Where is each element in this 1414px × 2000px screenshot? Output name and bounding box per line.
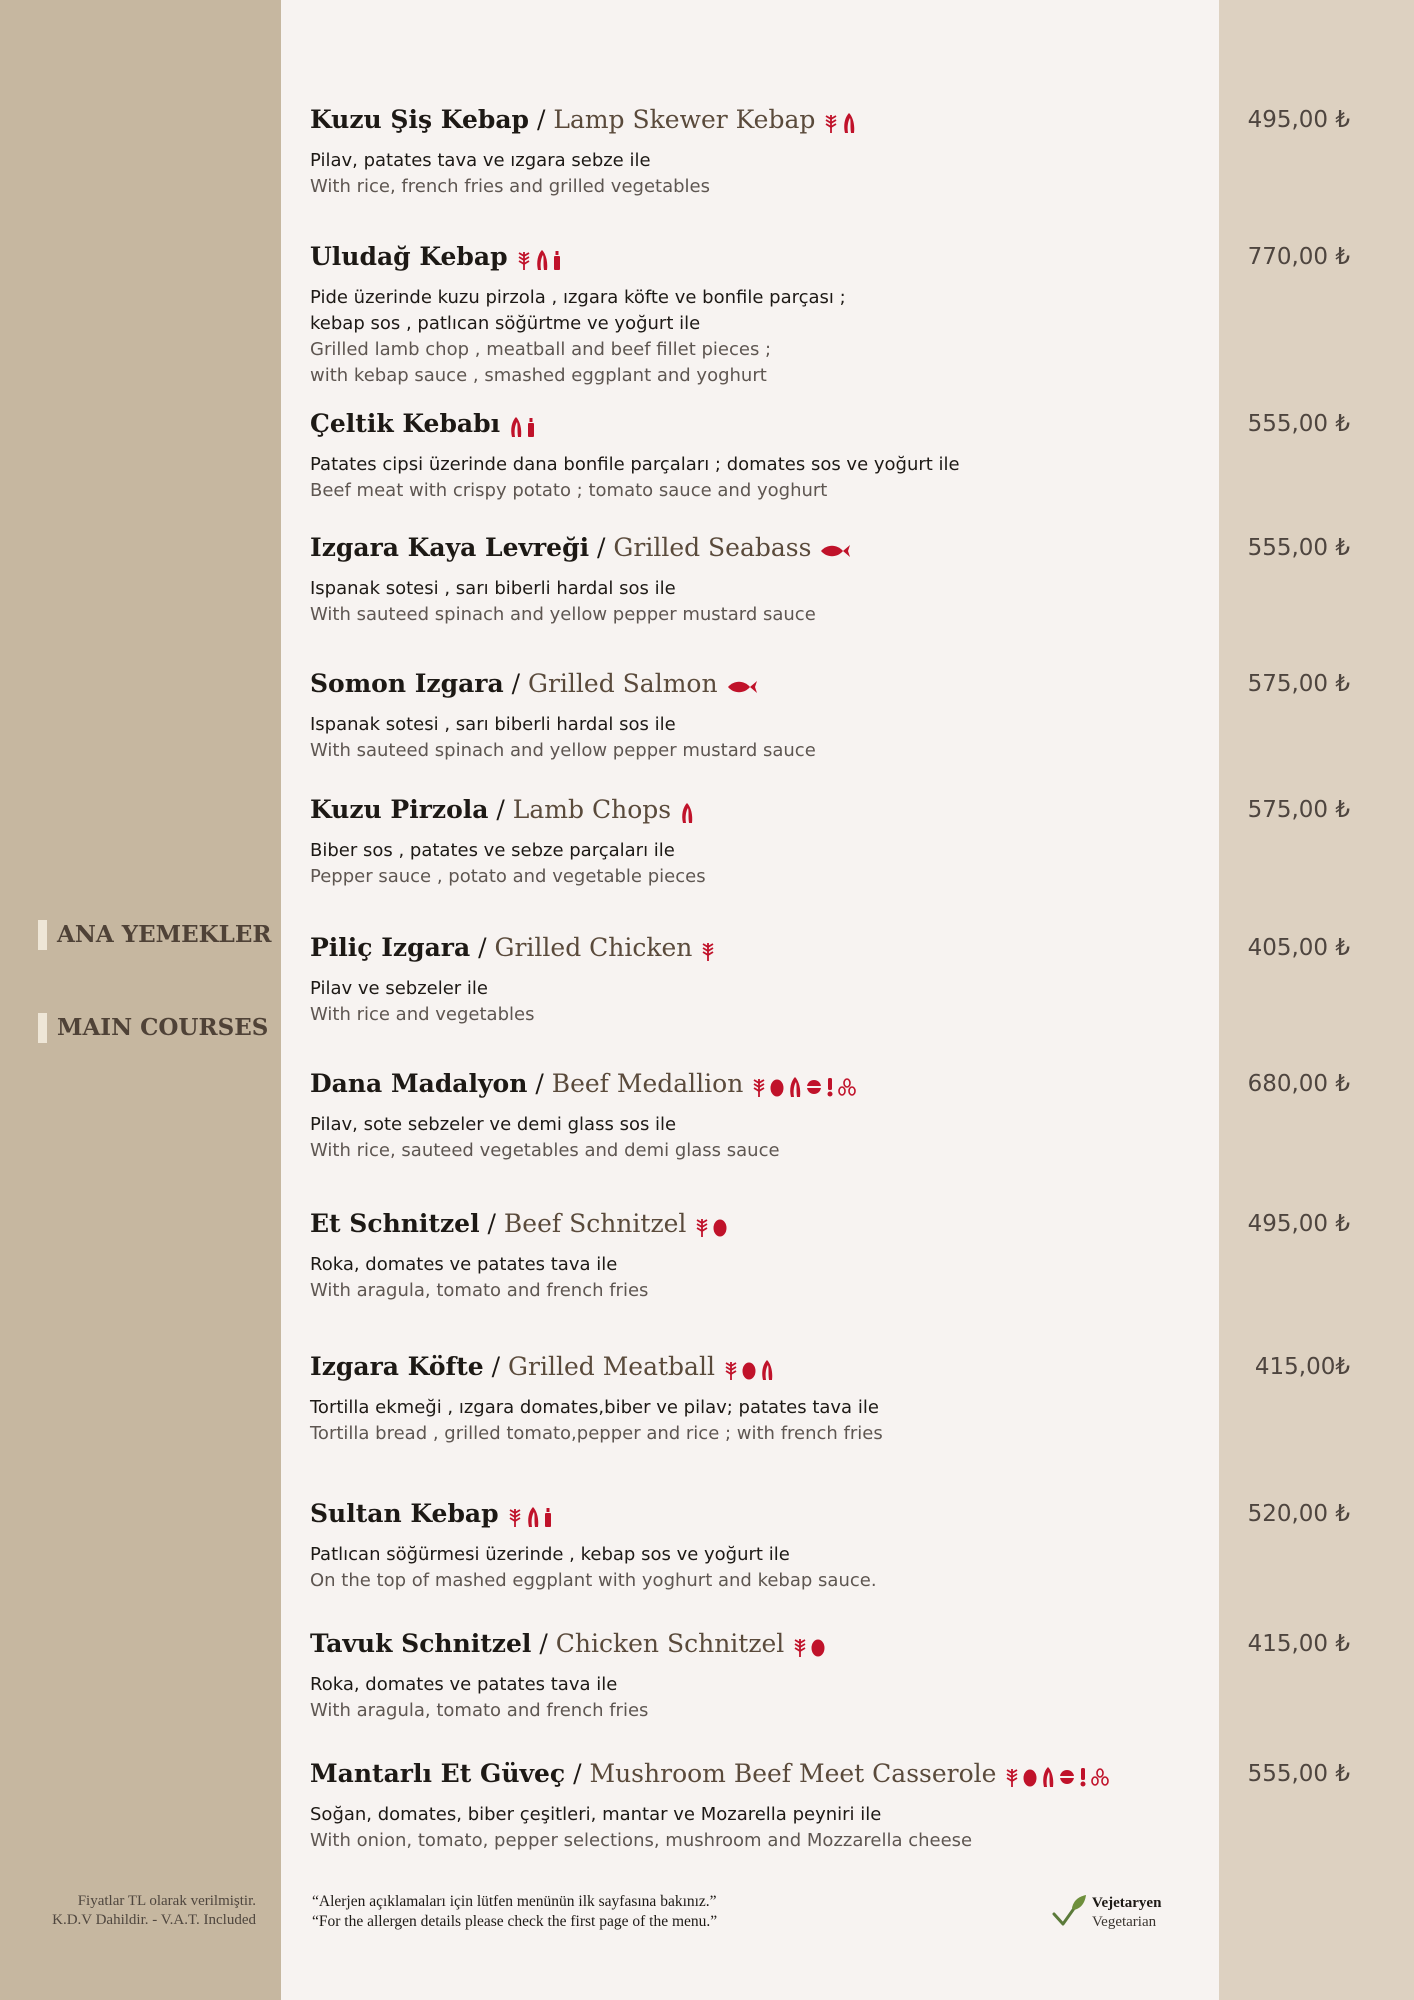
vegetarian-leaf-icon [1052, 1894, 1088, 1928]
menu-item [310, 1068, 1350, 1164]
chili-icon [508, 411, 526, 440]
description-tr: Roka, domates ve patates tava ile [310, 1253, 618, 1275]
name-separator: / [531, 1629, 556, 1658]
description-tr: Tortilla ekmeği , ızgara domates,biber ve pilav; patates tava ile [310, 1396, 879, 1418]
menu-item-title [310, 532, 1350, 566]
allergen-icons [694, 1210, 730, 1242]
description-en: With aragula, tomato and french fries [310, 1699, 649, 1721]
description-en: with kebap sauce , smashed eggplant and yoghurt [310, 364, 767, 386]
wheat-icon [823, 107, 841, 136]
description-en: With rice, french fries and grilled vegetables [310, 175, 710, 197]
vegetarian-legend [1052, 1894, 1161, 1932]
milk-icon [543, 1501, 555, 1530]
description-en: With sauteed spinach and yellow pepper mustard sauce [310, 603, 816, 625]
name-separator: / [529, 105, 554, 134]
menu-item [310, 1208, 1350, 1304]
milk-icon [552, 244, 564, 273]
menu-item-title [310, 1758, 1350, 1792]
price: 575,00 ₺ [1247, 797, 1350, 823]
section-title-tr: ANA YEMEKLER [38, 920, 271, 950]
description-en: With sauteed spinach and yellow pepper mustard sauce [310, 739, 816, 761]
name-separator: / [479, 1209, 504, 1238]
menu-item-title [310, 668, 1350, 702]
name-separator: / [527, 1069, 552, 1098]
menu-item [310, 408, 1350, 504]
wheat-icon [751, 1071, 769, 1100]
dish-name-en: Lamb Chops [512, 795, 672, 824]
dish-name-en: Grilled Meatball [508, 1352, 715, 1381]
name-separator: / [483, 1352, 509, 1381]
menu-item-title [310, 1351, 1350, 1385]
allergen-icons [508, 410, 538, 442]
celery-icon [805, 1071, 825, 1100]
dish-name-en: Lamp Skewer Kebap [553, 105, 816, 134]
description-tr: Pide üzerinde kuzu pirzola , ızgara köfte ve bonfile parçası ; [310, 286, 846, 308]
menu-item-title [310, 1208, 1350, 1242]
price: 770,00 ₺ [1247, 244, 1350, 270]
dish-name-tr: Kuzu Şiş Kebap [310, 105, 530, 134]
dish-name-en: Grilled Salmon [528, 669, 718, 698]
egg-icon [769, 1071, 787, 1100]
dish-name-tr: Mantarlı Et Güveç [310, 1759, 566, 1788]
wheat-icon [723, 1354, 741, 1383]
menu-item [310, 794, 1350, 890]
menu-item-title [310, 1068, 1350, 1102]
allergen-icons [726, 670, 760, 702]
chili-icon [841, 107, 859, 136]
price: 555,00 ₺ [1247, 535, 1350, 561]
name-separator: / [589, 533, 614, 562]
vegetarian-label-tr: Vejetaryen [1092, 1895, 1162, 1911]
description-tr: Roka, domates ve patates tava ile [310, 1673, 618, 1695]
wheat-icon [1004, 1761, 1022, 1790]
celery-icon [1058, 1761, 1078, 1790]
egg-icon [810, 1631, 828, 1660]
wheat-icon [507, 1501, 525, 1530]
wheat-icon [792, 1631, 810, 1660]
menu-item [310, 1351, 1350, 1447]
menu-item [310, 104, 1350, 200]
description-tr: Pilav, sote sebzeler ve demi glass sos ile [310, 1113, 677, 1135]
dish-name-tr: Izgara Kaya Levreği [310, 533, 590, 562]
egg-icon [712, 1211, 730, 1240]
name-separator: / [503, 669, 529, 698]
description-tr: Pilav, patates tava ve ızgara sebze ile [310, 149, 651, 171]
description-en: Grilled lamb chop , meatball and beef fillet pieces ; [310, 338, 772, 360]
description-en: With aragula, tomato and french fries [310, 1279, 649, 1301]
chili-icon [787, 1071, 805, 1100]
description-tr: Ispanak sotesi , sarı biberli hardal sos ile [310, 713, 676, 735]
currency-note: Fiyatlar TL olarak verilmiştir. [77, 1893, 256, 1909]
description-en: On the top of mashed eggplant with yoghurt and kebap sauce. [310, 1569, 877, 1591]
allergen-icons [751, 1070, 859, 1102]
chili-icon [534, 244, 552, 273]
allergen-icons [819, 534, 853, 566]
name-separator: / [565, 1759, 590, 1788]
price: 555,00 ₺ [1247, 411, 1350, 437]
allergen-icons [700, 934, 718, 966]
wheat-icon [694, 1211, 712, 1240]
price-note [20, 1892, 256, 1930]
dish-name-tr: Çeltik Kebabı [310, 409, 501, 438]
description-en: Pepper sauce , potato and vegetable pieces [310, 865, 706, 887]
dish-name-en: Chicken Schnitzel [555, 1629, 785, 1658]
description-tr: Biber sos , patates ve sebze parçaları ile [310, 839, 675, 861]
menu-item-title [310, 1498, 1350, 1532]
dish-name-en: Grilled Chicken [494, 933, 693, 962]
dish-name-tr: Et Schnitzel [310, 1209, 480, 1238]
milk-icon [526, 411, 538, 440]
wheat-icon [700, 935, 718, 964]
wheat-icon [516, 244, 534, 273]
sesame-icon [1090, 1761, 1112, 1790]
dish-name-tr: Somon Izgara [310, 669, 504, 698]
left-band [0, 0, 281, 2000]
menu-item-title [310, 1628, 1350, 1662]
vat-note: K.D.V Dahildir. - V.A.T. Included [52, 1912, 256, 1928]
fish-icon [726, 671, 760, 700]
vegetarian-label-en: Vegetarian [1092, 1914, 1157, 1930]
allergen-icons [679, 796, 697, 828]
fish-icon [819, 535, 853, 564]
description-en: With rice and vegetables [310, 1003, 535, 1025]
menu-item-title [310, 408, 1350, 442]
price: 555,00 ₺ [1247, 1761, 1350, 1787]
chili-icon [759, 1354, 777, 1383]
dish-name-tr: Tavuk Schnitzel [310, 1629, 532, 1658]
menu-item [310, 1498, 1350, 1594]
menu-item-title [310, 932, 1350, 966]
dish-name-tr: Kuzu Pirzola [310, 795, 489, 824]
menu-item [310, 241, 1350, 389]
price: 495,00 ₺ [1247, 107, 1350, 133]
dish-name-tr: Piliç Izgara [310, 933, 471, 962]
description-tr: kebap sos , patlıcan söğürtme ve yoğurt ile [310, 312, 701, 334]
allergen-note [312, 1892, 717, 1932]
allergen-note-tr: “Alerjen açıklamaları için lütfen menünün ilk sayfasına bakınız.” [312, 1893, 717, 1910]
price: 495,00 ₺ [1247, 1211, 1350, 1237]
egg-icon [1022, 1761, 1040, 1790]
allergen-note-en: “For the allergen details please check the first page of the menu.” [312, 1913, 718, 1930]
egg-icon [741, 1354, 759, 1383]
price: 405,00 ₺ [1247, 935, 1350, 961]
section-title-en: MAIN COURSES [38, 1013, 268, 1043]
dish-name-tr: Uludağ Kebap [310, 242, 508, 271]
dish-name-en: Beef Medallion [551, 1069, 744, 1098]
price: 680,00 ₺ [1247, 1071, 1350, 1097]
name-separator: / [488, 795, 513, 824]
dish-name-tr: Izgara Köfte [310, 1352, 484, 1381]
dish-name-en: Beef Schnitzel [503, 1209, 687, 1238]
price: 520,00 ₺ [1247, 1501, 1350, 1527]
menu-item [310, 532, 1350, 628]
description-tr: Ispanak sotesi , sarı biberli hardal sos ile [310, 577, 676, 599]
dish-name-en: Grilled Seabass [613, 533, 812, 562]
description-tr: Patates cipsi üzerinde dana bonfile parçaları ; domates sos ve yoğurt ile [310, 453, 960, 475]
description-en: With onion, tomato, pepper selections, mushroom and Mozzarella cheese [310, 1829, 973, 1851]
description-tr: Patlıcan söğürmesi üzerinde , kebap sos ve yoğurt ile [310, 1543, 790, 1565]
allergen-icons [507, 1500, 555, 1532]
menu-item-title [310, 241, 1350, 275]
menu-item [310, 932, 1350, 1028]
dish-name-en: Mushroom Beef Meet Casserole [589, 1759, 997, 1788]
allergen-icons [792, 1630, 828, 1662]
description-en: With rice, sauteed vegetables and demi glass sauce [310, 1139, 780, 1161]
name-separator: / [470, 933, 495, 962]
menu-item-title [310, 104, 1350, 138]
allergen-icons [516, 243, 564, 275]
description-tr: Pilav ve sebzeler ile [310, 977, 488, 999]
chili-icon [679, 797, 697, 826]
mustard-icon [825, 1071, 837, 1100]
menu-item [310, 1628, 1350, 1724]
mustard-icon [1078, 1761, 1090, 1790]
menu-item-title [310, 794, 1350, 828]
description-en: Beef meat with crispy potato ; tomato sauce and yoghurt [310, 479, 828, 501]
sesame-icon [837, 1071, 859, 1100]
chili-icon [1040, 1761, 1058, 1790]
description-en: Tortilla bread , grilled tomato,pepper and rice ; with french fries [310, 1422, 883, 1444]
price: 575,00 ₺ [1247, 671, 1350, 697]
menu-item [310, 1758, 1350, 1854]
dish-name-tr: Sultan Kebap [310, 1499, 499, 1528]
description-tr: Soğan, domates, biber çeşitleri, mantar ve Mozarella peyniri ile [310, 1803, 882, 1825]
allergen-icons [823, 106, 859, 138]
menu-item [310, 668, 1350, 764]
price: 415,00 ₺ [1247, 1631, 1350, 1657]
allergen-icons [723, 1353, 777, 1385]
chili-icon [525, 1501, 543, 1530]
price: 415,00₺ [1254, 1354, 1350, 1380]
allergen-icons [1004, 1760, 1112, 1792]
dish-name-tr: Dana Madalyon [310, 1069, 528, 1098]
